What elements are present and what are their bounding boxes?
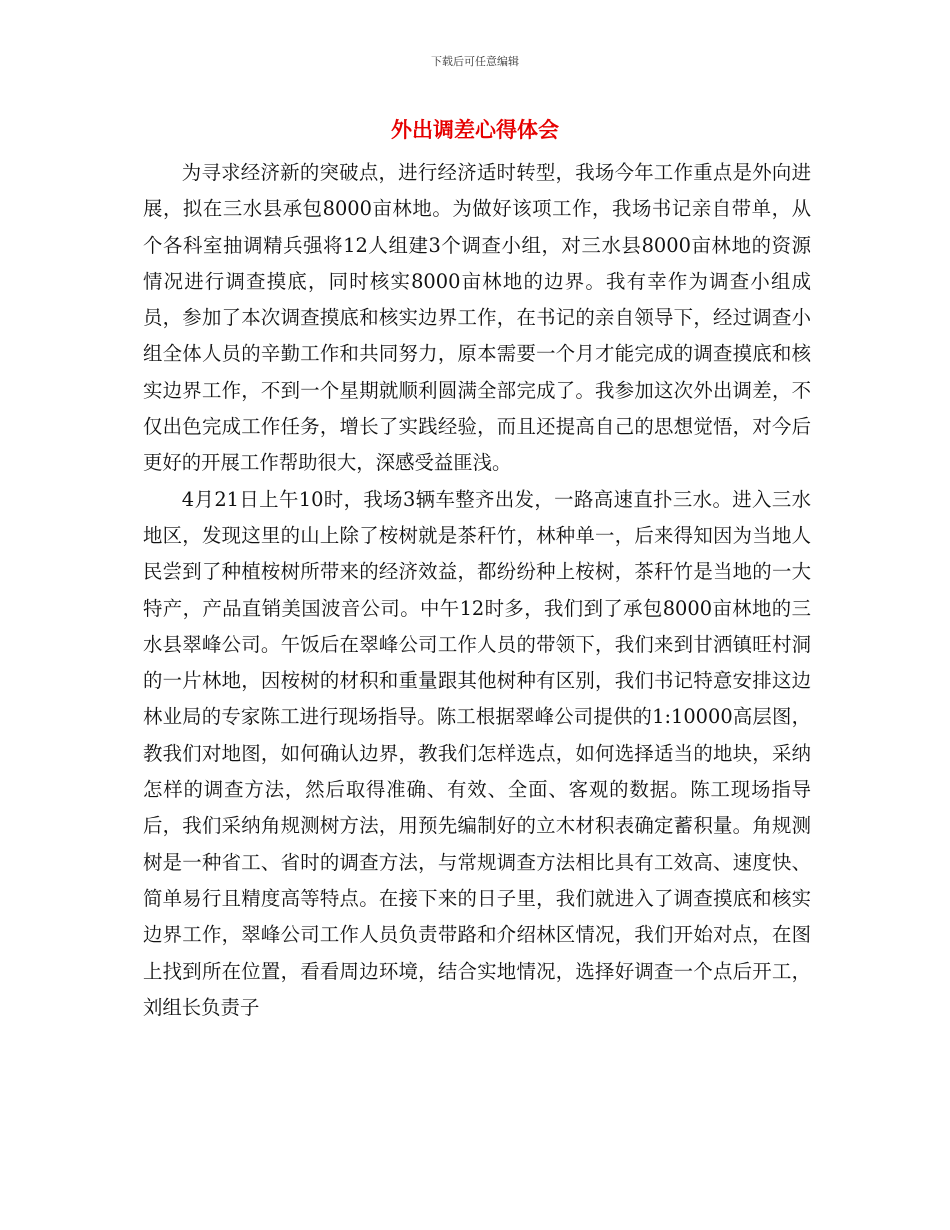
document-title: 外出调差心得体会	[391, 118, 559, 142]
document-body	[143, 155, 811, 1026]
header-note: 下载后可任意编辑	[431, 55, 519, 68]
paragraph-trip: 4月21日上午10时，我场3辆车整齐出发，一路高速直扑三水。进入三水地区，发现这里的山上除了桉树就是茶秆竹，林种单一，后来得知因为当地人民尝到了种植桉树所带来的经济效益，都纷纷种上桉树，茶秆竹是当地的一大特产，产品直销美国波音公司。中午12时多，我们到了承包8000亩林地的三水县翠峰公司。午饭后在翠峰公司工作人员的带领下，我们来到甘洒镇旺村洞的一片林地，因桉树的材积和重量跟其他树种有区别，我们书记特意安排这边林业局的专家陈工进行现场指导。陈工根据翠峰公司提供的1:10000高层图，教我们对地图，如何确认边界，教我们怎样选点，如何选择适当的地块，采纳怎样的调查方法，然后取得准确、有效、全面、客观的数据。陈工现场指导后，我们采纳角规测树方法，用预先编制好的立木材积表确定蓄积量。角规测树是一种省工、省时的调查方法，与常规调查方法相比具有工效高、速度快、简单易行且精度高等特点。在接下来的日子里，我们就进入了调查摸底和核实边界工作，翠峰公司工作人员负责带路和介绍林区情况，我们开始对点，在图上找到所在位置，看看周边环境，结合实地情况，选择好调查一个点后开工，刘组长负责子	[143, 487, 811, 1019]
paragraph-intro: 为寻求经济新的突破点，进行经济适时转型，我场今年工作重点是外向进展，拟在三水县承包8000亩林地。为做好该项工作，我场书记亲自带单，从个各科室抽调精兵强将12人组建3个调查小组，对三水县8000亩林地的资源情况进行调查摸底，同时核实8000亩林地的边界。我有幸作为调查小组成员，参加了本次调查摸底和核实边界工作，在书记的亲自领导下，经过调查小组全体人员的辛勤工作和共同努力，原本需要一个月才能完成的调查摸底和核实边界工作，不到一个星期就顺利圆满全部完成了。我参加这次外出调差，不仅出色完成工作任务，增长了实践经验，而且还提高自己的思想觉悟，对今后更好的开展工作帮助很大，深感受益匪浅。	[143, 161, 811, 475]
